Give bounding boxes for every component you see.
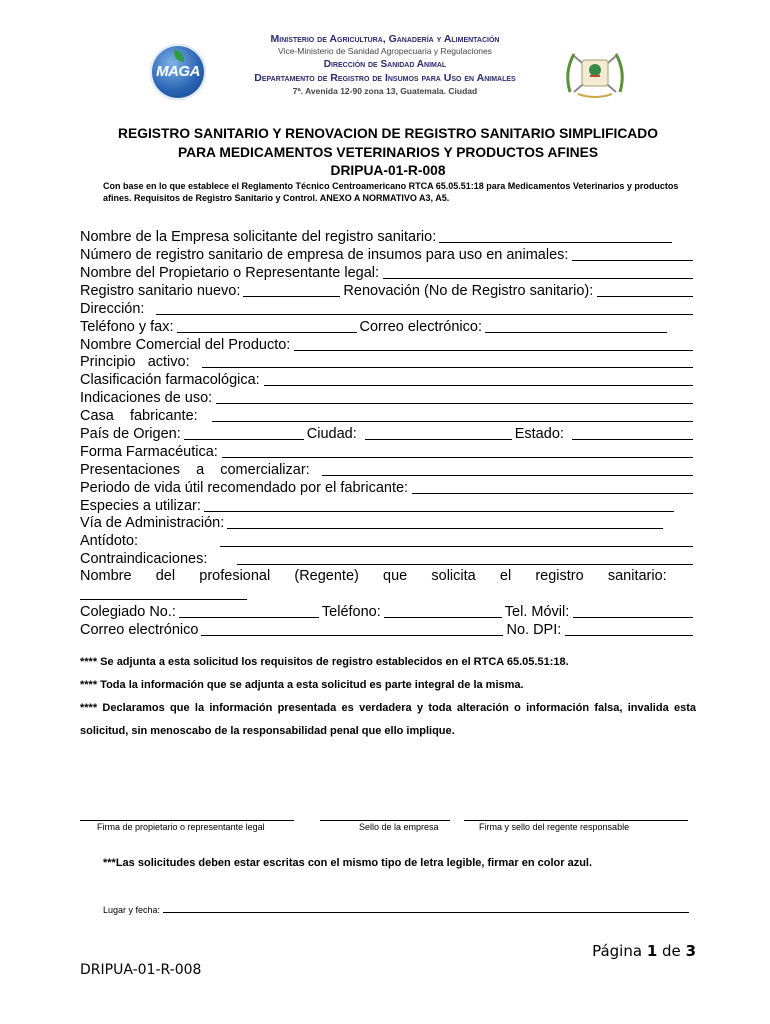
field-indicaciones: Indicaciones de uso:: [80, 389, 696, 407]
input-line[interactable]: [177, 331, 357, 333]
signature-label-sello: Sello de la empresa: [359, 822, 439, 832]
input-line[interactable]: [383, 277, 693, 279]
field-correo-dpi: Correo electrónico No. DPI:: [80, 621, 696, 639]
form-title-line2: PARA MEDICAMENTOS VETERINARIOS Y PRODUCTOS AFINES: [177, 145, 599, 160]
field-registro-renovacion: Registro sanitario nuevo: Renovación (No de Registro sanitario):: [80, 282, 696, 300]
input-line[interactable]: [294, 349, 693, 351]
input-line[interactable]: [156, 313, 693, 315]
input-line[interactable]: [80, 598, 247, 600]
input-line[interactable]: [179, 616, 319, 618]
page-number: Página 1 de 3: [592, 942, 696, 960]
intro-text: Con base en lo que establece el Reglamento Técnico Centroamericano RTCA 65.05.51:18 para Medicamentos Veterinarios y productos afines. Requisitos de Registro Sanitario y Control. ANEXO A NORMATIVO A3, A5.: [103, 181, 679, 203]
field-via-administracion: Vía de Administración:: [80, 514, 696, 532]
field-casa-fabricante: Casa fabricante:: [80, 407, 696, 425]
input-line[interactable]: [201, 634, 503, 636]
input-line[interactable]: [216, 402, 693, 404]
input-line[interactable]: [384, 616, 502, 618]
header-ministry: Ministerio de Agricultura, Ganadería y Alimentación: [270, 33, 500, 45]
field-especies: Especies a utilizar:: [80, 497, 696, 515]
field-regente: Nombre del profesional (Regente) que solicita el registro sanitario:: [80, 568, 667, 584]
input-line[interactable]: [322, 474, 693, 476]
field-propietario: Nombre del Propietario o Representante legal:: [80, 264, 696, 282]
input-line[interactable]: [572, 438, 693, 440]
field-empresa: Nombre de la Empresa solicitante del registro sanitario:: [80, 228, 696, 246]
input-line[interactable]: [412, 492, 693, 494]
field-pais-ciudad-estado: País de Origen: Ciudad: Estado:: [80, 425, 696, 443]
input-line[interactable]: [227, 527, 663, 529]
input-line[interactable]: [485, 331, 667, 333]
input-line[interactable]: [212, 420, 693, 422]
footer-aviso: ***Las solicitudes deben estar escritas con el mismo tipo de letra legible, firmar en color azul.: [103, 857, 593, 869]
input-line[interactable]: [204, 510, 674, 512]
input-line[interactable]: [365, 438, 512, 440]
form-code: DRIPUA-01-R-008: [330, 163, 446, 178]
input-line[interactable]: [220, 545, 693, 547]
field-vida-util: Periodo de vida útil recomendado por el fabricante:: [80, 479, 696, 497]
signature-label-propietario: Firma de propietario o representante legal: [97, 822, 265, 832]
input-line[interactable]: [243, 295, 340, 297]
field-telefono-correo: Teléfono y fax: Correo electrónico:: [80, 318, 696, 336]
field-num-registro: Número de registro sanitario de empresa de insumos para uso en animales:: [80, 246, 696, 264]
input-line[interactable]: [237, 563, 693, 565]
header-address: 7ª. Avenida 12-90 zona 13, Guatemala. Ciudad: [292, 86, 478, 96]
input-line[interactable]: [163, 912, 689, 913]
note-requisitos: **** Se adjunta a esta solicitud los requisitos de registro establecidos en el RTCA 65.05.51:18.: [80, 656, 569, 668]
maga-logo: MAGA: [150, 44, 206, 100]
input-line[interactable]: [439, 241, 672, 243]
field-principio-activo: Principio activo:: [80, 353, 696, 371]
header-vice-ministry: Vice-Ministerio de Sanidad Agropecuaria y Regulaciones: [278, 46, 492, 56]
field-contraindicaciones: Contraindicaciones:: [80, 550, 696, 568]
field-colegiado-telefono: Colegiado No.: Teléfono: Tel. Móvil:: [80, 603, 696, 621]
signature-label-regente: Firma y sello del regente responsable: [479, 822, 630, 832]
field-antidoto: Antídoto:: [80, 532, 696, 550]
field-direccion: Dirección:: [80, 300, 696, 318]
note-declaracion: **** Declaramos que la información presentada es verdadera y toda alteración o información falsa, invalida esta solicitud, sin menoscabo de la responsabilidad penal que ello implique.: [80, 702, 696, 737]
field-presentaciones: Presentaciones a comercializar:: [80, 461, 696, 479]
input-line[interactable]: [572, 259, 693, 261]
field-forma-farmaceutica: Forma Farmacéutica:: [80, 443, 696, 461]
guatemala-coat-of-arms-icon: [560, 42, 630, 102]
header-department: Departamento de Registro de Insumos para Uso en Animales: [254, 72, 516, 84]
input-line[interactable]: [264, 384, 693, 386]
form-title-line1: REGISTRO SANITARIO Y RENOVACION DE REGISTRO SANITARIO SIMPLIFICADO: [118, 126, 658, 141]
input-line[interactable]: [573, 616, 693, 618]
input-line[interactable]: [202, 366, 693, 368]
document-id: DRIPUA-01-R-008: [80, 962, 202, 978]
field-regente-line: [80, 585, 250, 603]
header-direction: Dirección de Sanidad Animal: [323, 59, 447, 70]
input-line[interactable]: [222, 456, 693, 458]
input-line[interactable]: [184, 438, 304, 440]
input-line[interactable]: [597, 295, 693, 297]
field-clasificacion: Clasificación farmacológica:: [80, 371, 696, 389]
field-nombre-comercial: Nombre Comercial del Producto:: [80, 336, 696, 354]
input-line[interactable]: [565, 634, 693, 636]
note-integral: **** Toda la información que se adjunta a esta solicitud es parte integral de la misma.: [80, 679, 524, 691]
field-lugar-fecha: Lugar y fecha:: [103, 905, 689, 915]
